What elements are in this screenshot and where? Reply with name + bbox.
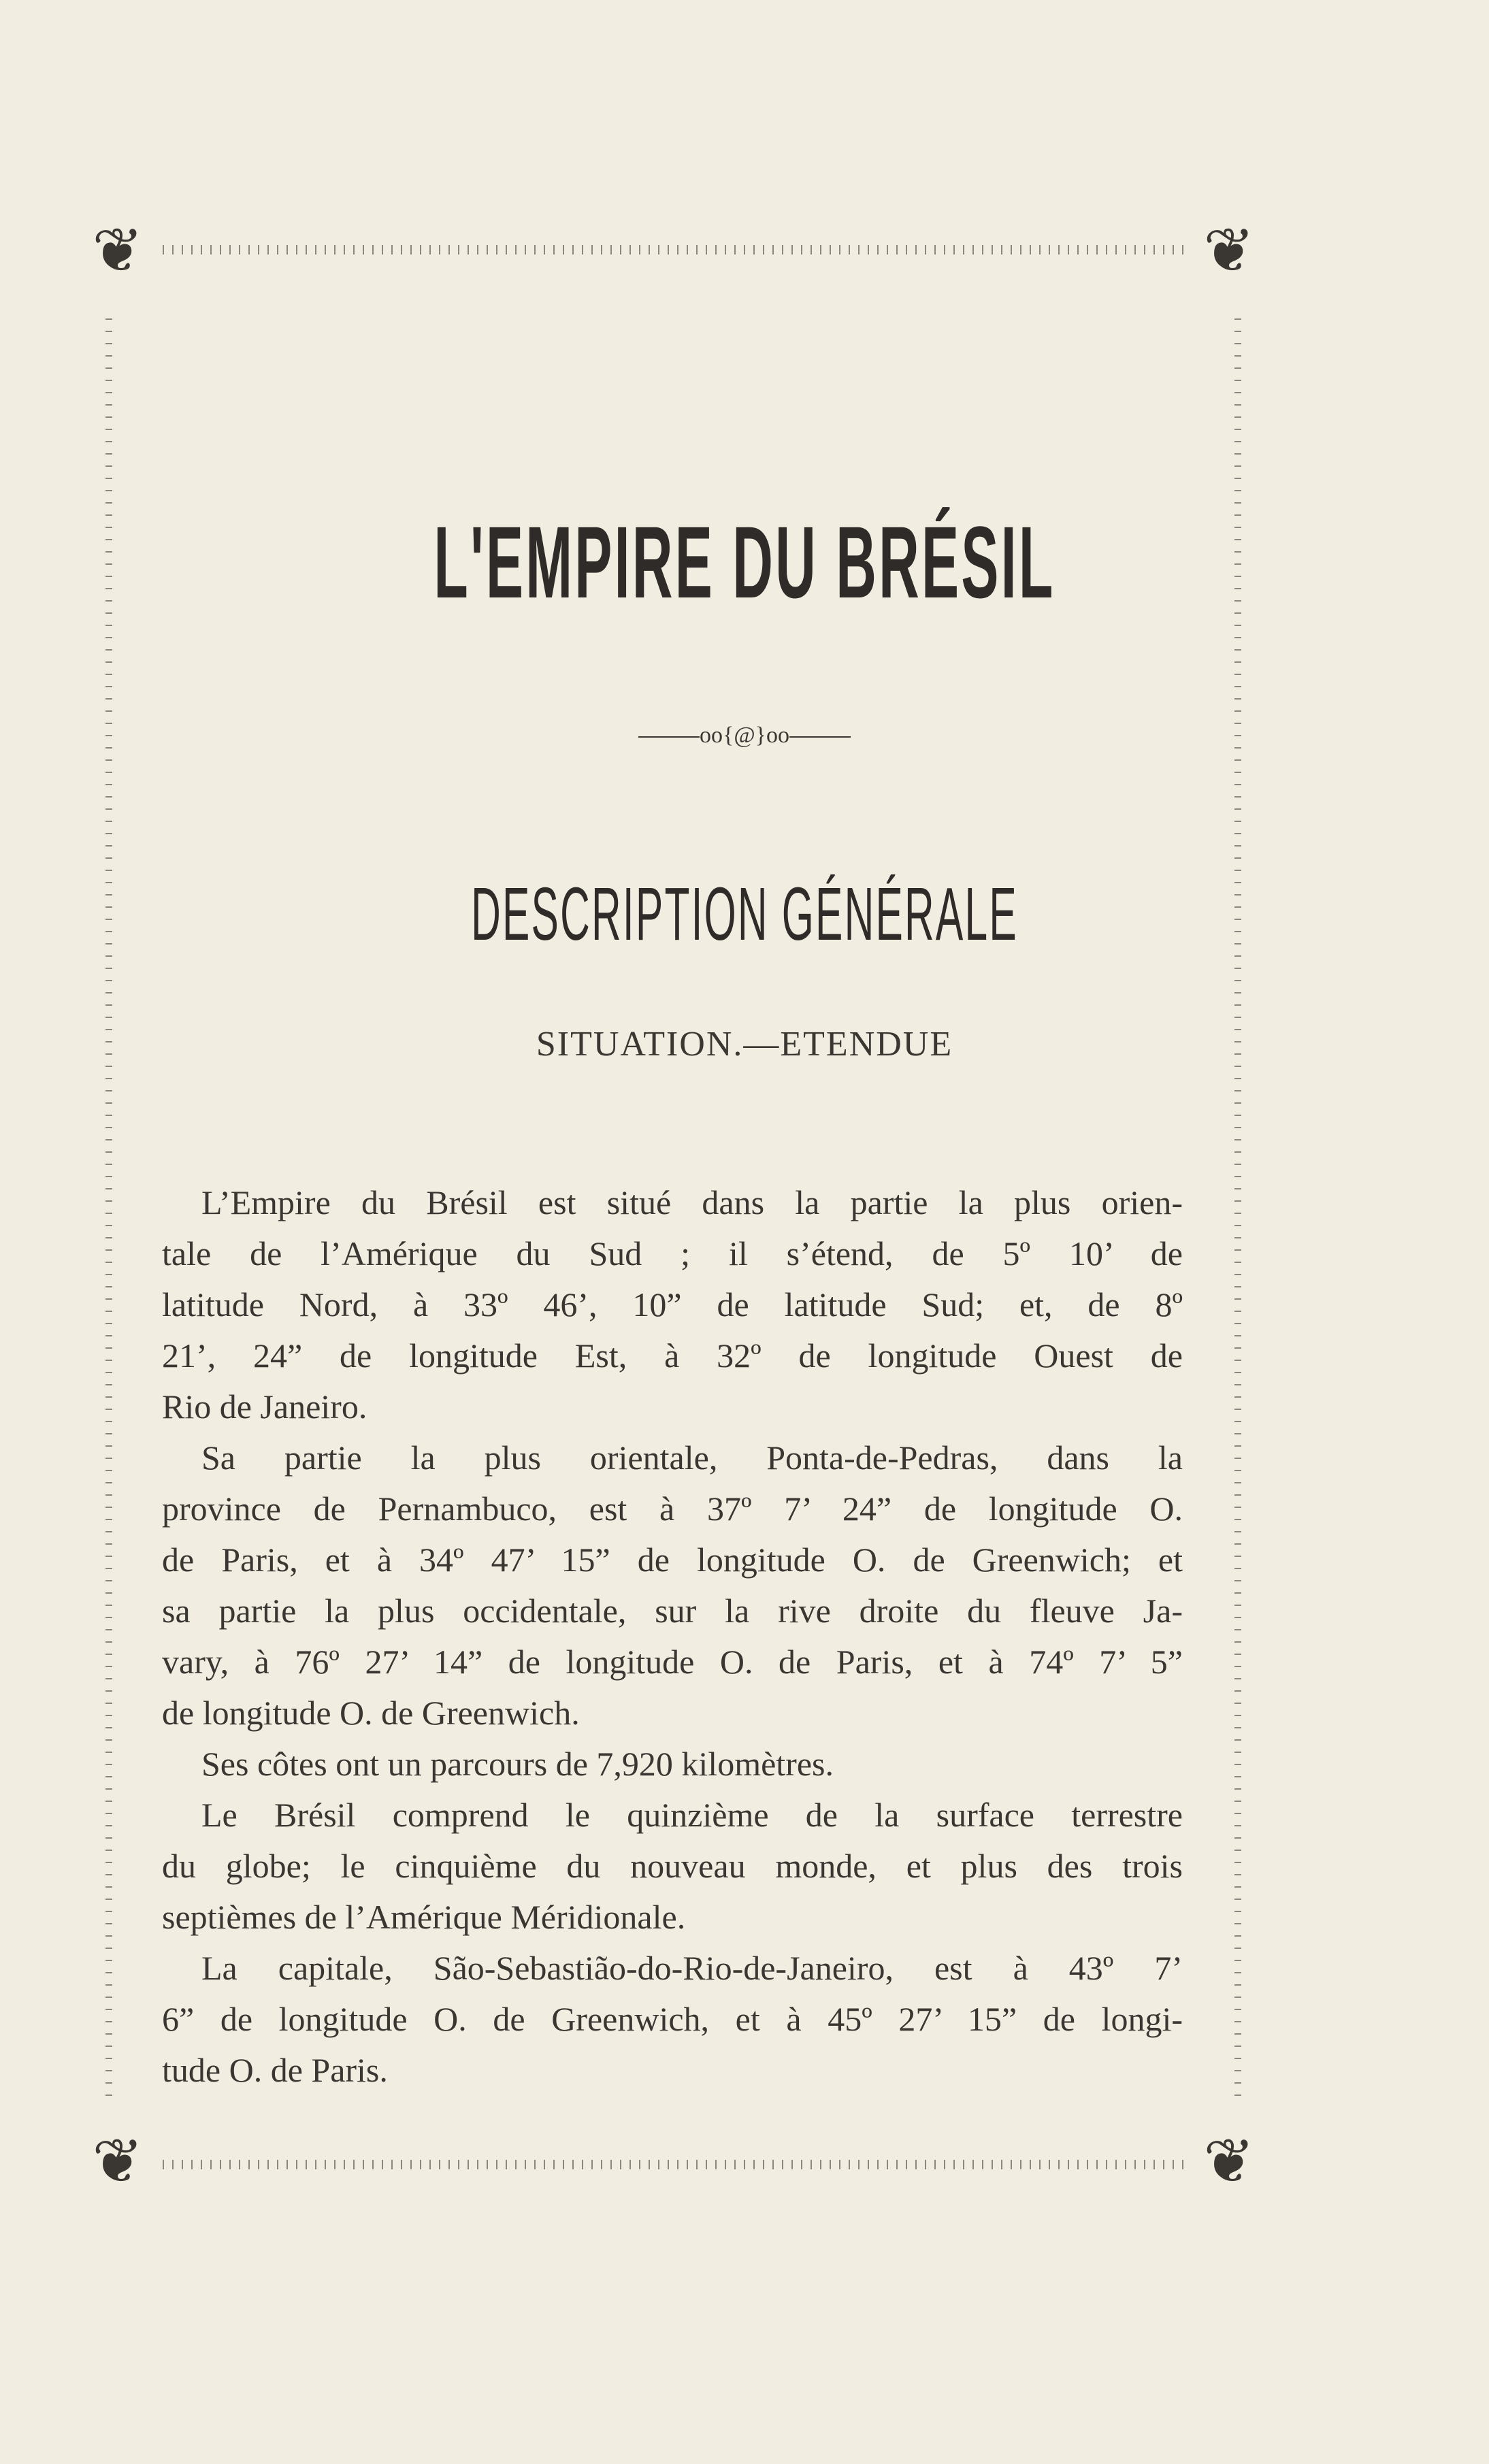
text-line: du globe; le cinquième du nouveau monde, et plus des trois — [162, 1847, 1183, 1885]
border-top — [159, 245, 1188, 254]
section-heading: SITUATION.—ETENDUE — [536, 1025, 953, 1064]
corner-flourish-icon: ❦ — [1203, 2129, 1255, 2196]
text-line: de longitude O. de Greenwich. — [162, 1694, 580, 1732]
text-line: tale de l’Amérique du Sud ; il s’étend, de 5º 10’ de — [162, 1234, 1183, 1272]
border-left — [105, 313, 112, 2101]
border-right — [1234, 313, 1241, 2101]
text-line: septièmes de l’Amérique Méridionale. — [162, 1898, 686, 1936]
text-line: province de Pernambuco, est à 37º 7’ 24” de longitude O. — [162, 1490, 1183, 1528]
text-line: sa partie la plus occidentale, sur la rive droite du fleuve Ja- — [162, 1592, 1183, 1630]
chapter-heading: DESCRIPTION GÉNÉRALE — [471, 872, 1018, 956]
page-title: L'EMPIRE DU BRÉSIL — [433, 505, 1056, 619]
text-line: latitude Nord, à 33º 46’, 10” de latitude Sud; et, de 8º — [162, 1285, 1183, 1324]
text-line: Sa partie la plus orientale, Ponta-de-Pedras, dans la — [201, 1439, 1183, 1477]
corner-flourish-icon: ❦ — [1203, 218, 1255, 285]
text-line: 21’, 24” de longitude Est, à 32º de longitude Ouest de — [162, 1336, 1183, 1375]
text-line: Rio de Janeiro. — [162, 1387, 367, 1426]
text-line: vary, à 76º 27’ 14” de longitude O. de Paris, et à 74º 7’ 5” — [162, 1643, 1183, 1681]
corner-flourish-icon: ❦ — [92, 218, 144, 285]
border-bottom — [159, 2160, 1188, 2169]
text-line: L’Empire du Brésil est situé dans la partie la plus orien- — [201, 1183, 1183, 1221]
text-line: Ses côtes ont un parcours de 7,920 kilomètres. — [201, 1745, 834, 1783]
text-line: Le Brésil comprend le quinzième de la surface terrestre — [201, 1796, 1183, 1834]
corner-flourish-icon: ❦ — [92, 2129, 144, 2196]
text-line: de Paris, et à 34º 47’ 15” de longitude O. de Greenwich; et — [162, 1541, 1183, 1579]
body-text — [162, 1177, 1183, 2096]
ornament-glyph: oo{@}oo — [700, 723, 789, 748]
divider-ornament — [0, 723, 1489, 749]
text-line: 6” de longitude O. de Greenwich, et à 45º 27’ 15” de longi- — [162, 2000, 1183, 2038]
text-line: tude O. de Paris. — [162, 2051, 388, 2089]
text-line: La capitale, São-Sebastião-do-Rio-de-Janeiro, est à 43º 7’ — [201, 1949, 1183, 1987]
